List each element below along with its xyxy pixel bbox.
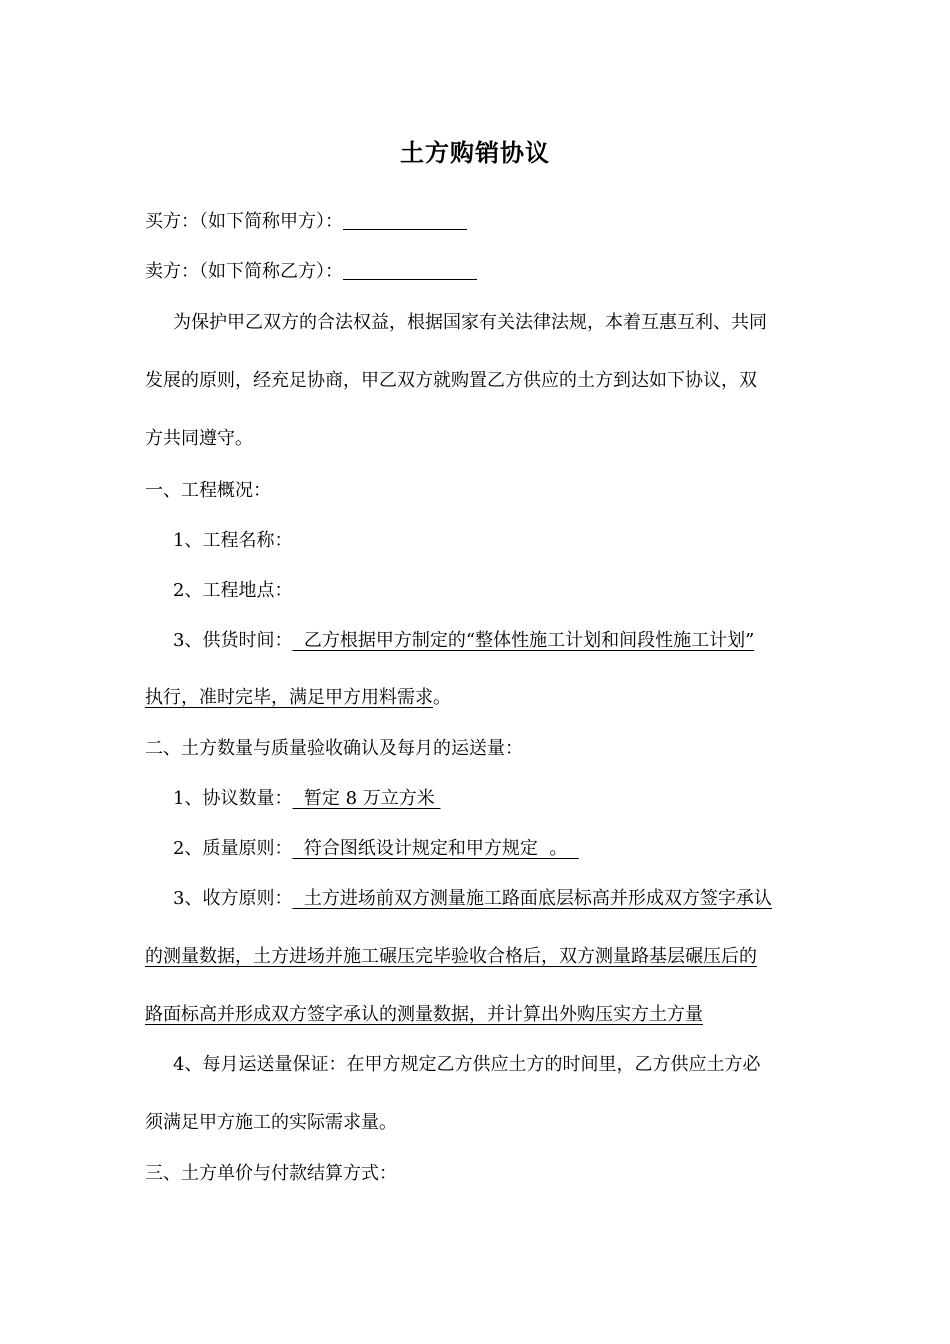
acceptance-value-3: 路面标高并形成双方签字承认的测量数据，并计算出外购压实方土方量 <box>145 1004 703 1025</box>
acceptance-line-3 <box>145 1003 825 1027</box>
buyer-label: 买方：（如下简称甲方）： <box>145 211 343 232</box>
quality-line <box>173 837 825 861</box>
acceptance-line-1 <box>173 887 825 911</box>
acceptance-line-2 <box>145 945 825 969</box>
acceptance-value-1: 土方进场前双方测量施工路面底层标高并形成双方签字承认 <box>292 888 772 909</box>
document-title: 土方购销协议 <box>400 138 550 167</box>
seller-line <box>145 260 825 284</box>
quantity-label: 1、协议数量： <box>173 788 293 809</box>
acceptance-label: 3、收方原则： <box>173 888 293 909</box>
quantity-line <box>173 787 825 811</box>
supply-time-line-2 <box>145 686 825 710</box>
section3-heading: 三、土方单价与付款结算方式： <box>145 1163 397 1184</box>
monthly-volume-line-2: 须满足甲方施工的实际需求量。 <box>145 1112 397 1133</box>
buyer-line <box>145 210 825 234</box>
supply-time-line-1 <box>173 629 825 653</box>
quality-label: 2、质量原则： <box>173 838 293 859</box>
preamble-line-3: 方共同遵守。 <box>145 428 253 449</box>
supply-time-end: 。 <box>433 687 451 708</box>
project-location-item: 2、工程地点： <box>173 580 293 601</box>
supply-time-label: 3、供货时间： <box>173 630 293 651</box>
section1-heading: 一、工程概况： <box>145 480 271 501</box>
quantity-value: 暂定 8 万立方米 <box>292 788 441 809</box>
buyer-blank <box>343 211 467 230</box>
monthly-volume-line-1: 4、每月运送量保证：在甲方规定乙方供应土方的时间里，乙方供应土方必 <box>173 1054 761 1075</box>
section2-heading: 二、土方数量与质量验收确认及每月的运送量： <box>145 738 523 759</box>
acceptance-value-2: 的测量数据，土方进场并施工碾压完毕验收合格后，双方测量路基层碾压后的 <box>145 946 757 967</box>
supply-time-value-1: 乙方根据甲方制定的“整体性施工计划和间段性施工计划” <box>292 630 755 651</box>
supply-time-value-2: 执行，准时完毕，满足甲方用料需求 <box>145 687 433 708</box>
seller-label: 卖方：（如下简称乙方）： <box>145 261 343 282</box>
quality-value: 符合图纸设计规定和甲方规定 。 <box>292 838 579 859</box>
preamble-line-2: 发展的原则，经充足协商，甲乙双方就购置乙方供应的土方到达如下协议，双 <box>145 370 757 391</box>
seller-blank <box>343 261 477 280</box>
preamble-line-1: 为保护甲乙双方的合法权益，根据国家有关法律法规，本着互惠互利、共同 <box>173 312 767 333</box>
project-name-item: 1、工程名称： <box>173 530 293 551</box>
